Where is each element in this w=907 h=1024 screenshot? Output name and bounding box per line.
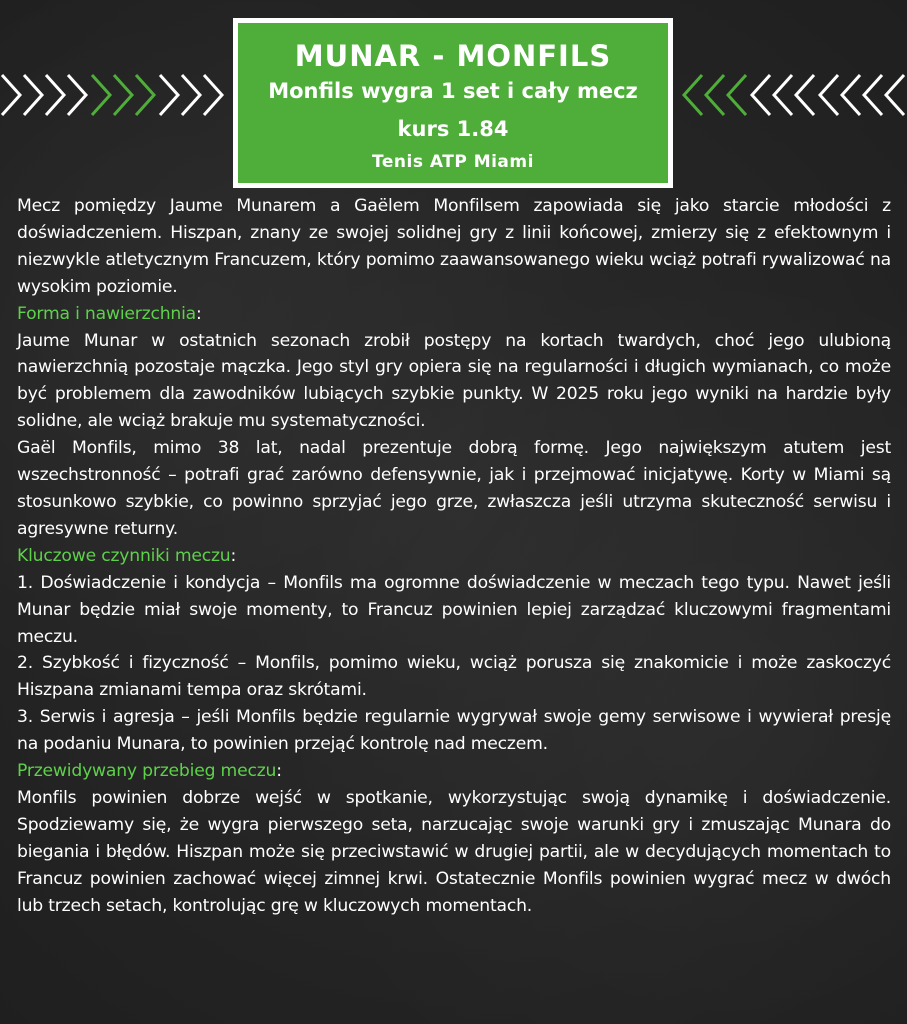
event-name: Tenis ATP Miami [372, 152, 534, 172]
chevrons-left-icon [680, 73, 907, 117]
section-heading-key-factors: Kluczowe czynniki meczu: [17, 545, 237, 566]
paragraph-monfils-form: Gaël Monfils, mimo 38 lat, nadal prezentuje dobrą formę. Jego największym atutem jest wszechstronność – potrafi grać zarówno defensywnie, jak i przejmować inicjatywę. Korty w Miami są stosunkowo szybkie, co powinno sprzyjać jego grze, zwłaszcza jeśli utrzyma skuteczność serwisu i agresywne returny. [17, 438, 891, 539]
bet-odds: kurs 1.84 [397, 117, 509, 141]
key-factor-item: 1. Doświadczenie i kondycja – Monfils ma ogromne doświadczenie w meczach tego typu. Nawet jeśli Munar będzie miał swoje momenty, to Francuz powinien lepiej zarządzać kluczowymi fragmentami meczu. [17, 572, 891, 647]
key-factor-item: 2. Szybkość i fizyczność – Monfils, pomimo wieku, wciąż porusza się znakomicie i może zaskoczyć Hiszpana zmianami tempa oraz skrótami. [17, 653, 891, 701]
section-heading-form: Forma i nawierzchnia: [17, 303, 202, 324]
chevrons-right-icon [0, 73, 236, 117]
section-heading-prediction-label: Przewidywany przebieg meczu [17, 761, 277, 782]
intro-paragraph: Mecz pomiędzy Jaume Munarem a Gaëlem Monfilsem zapowiada się jako starcie młodości z doświadczeniem. Hiszpan, znany ze swojej solidnej gry z linii końcowej, zmierzy się z efektownym i niezwykle atletycznym Francuzem, który pomimo zaawansowanego wieku wciąż potrafi rywalizować na wysokim poziomie. [17, 196, 891, 297]
section-heading-prediction: Przewidywany przebieg meczu: [17, 761, 282, 782]
section-heading-key-factors-label: Kluczowe czynniki meczu [17, 545, 231, 566]
bet-pick: Monfils wygra 1 set i cały mecz [268, 79, 638, 103]
match-title: MUNAR - MONFILS [294, 39, 612, 73]
article-body [17, 193, 891, 919]
paragraph-munar-form: Jaume Munar w ostatnich sezonach zrobił postępy na kortach twardych, choć jego ulubioną nawierzchnią pozostaje mączka. Jego styl gry opiera się na regularności i długich wymianach, co może być problemem dla zawodników lubiących szybkie punkty. W 2025 roku jego wyniki na hardzie były solidne, ale wciąż brakuje mu systematyczności. [17, 330, 891, 432]
header-box [233, 18, 673, 188]
paragraph-prediction: Monfils powinien dobrze wejść w spotkanie, wykorzystując swoją dynamikę i doświadczenie. Spodziewamy się, że wygra pierwszego seta, narzucając swoje warunki gry i zmuszając Munara do biegania i błędów. Hiszpan może się przeciwstawić w drugiej partii, ale w decydujących momentach to Francuz powinien zachować więcej zimnej krwi. Ostatecznie Monfils powinien wygrać mecz w dwóch lub trzech setach, kontrolując grę w kluczowych momentach. [17, 787, 891, 916]
key-factor-item: 3. Serwis i agresja – jeśli Monfils będzie regularnie wygrywał swoje gemy serwisowe i wywierał presję na podaniu Munara, to powinien przejąć kontrolę nad meczem. [17, 707, 891, 755]
section-heading-form-label: Forma i nawierzchnia [17, 303, 196, 324]
